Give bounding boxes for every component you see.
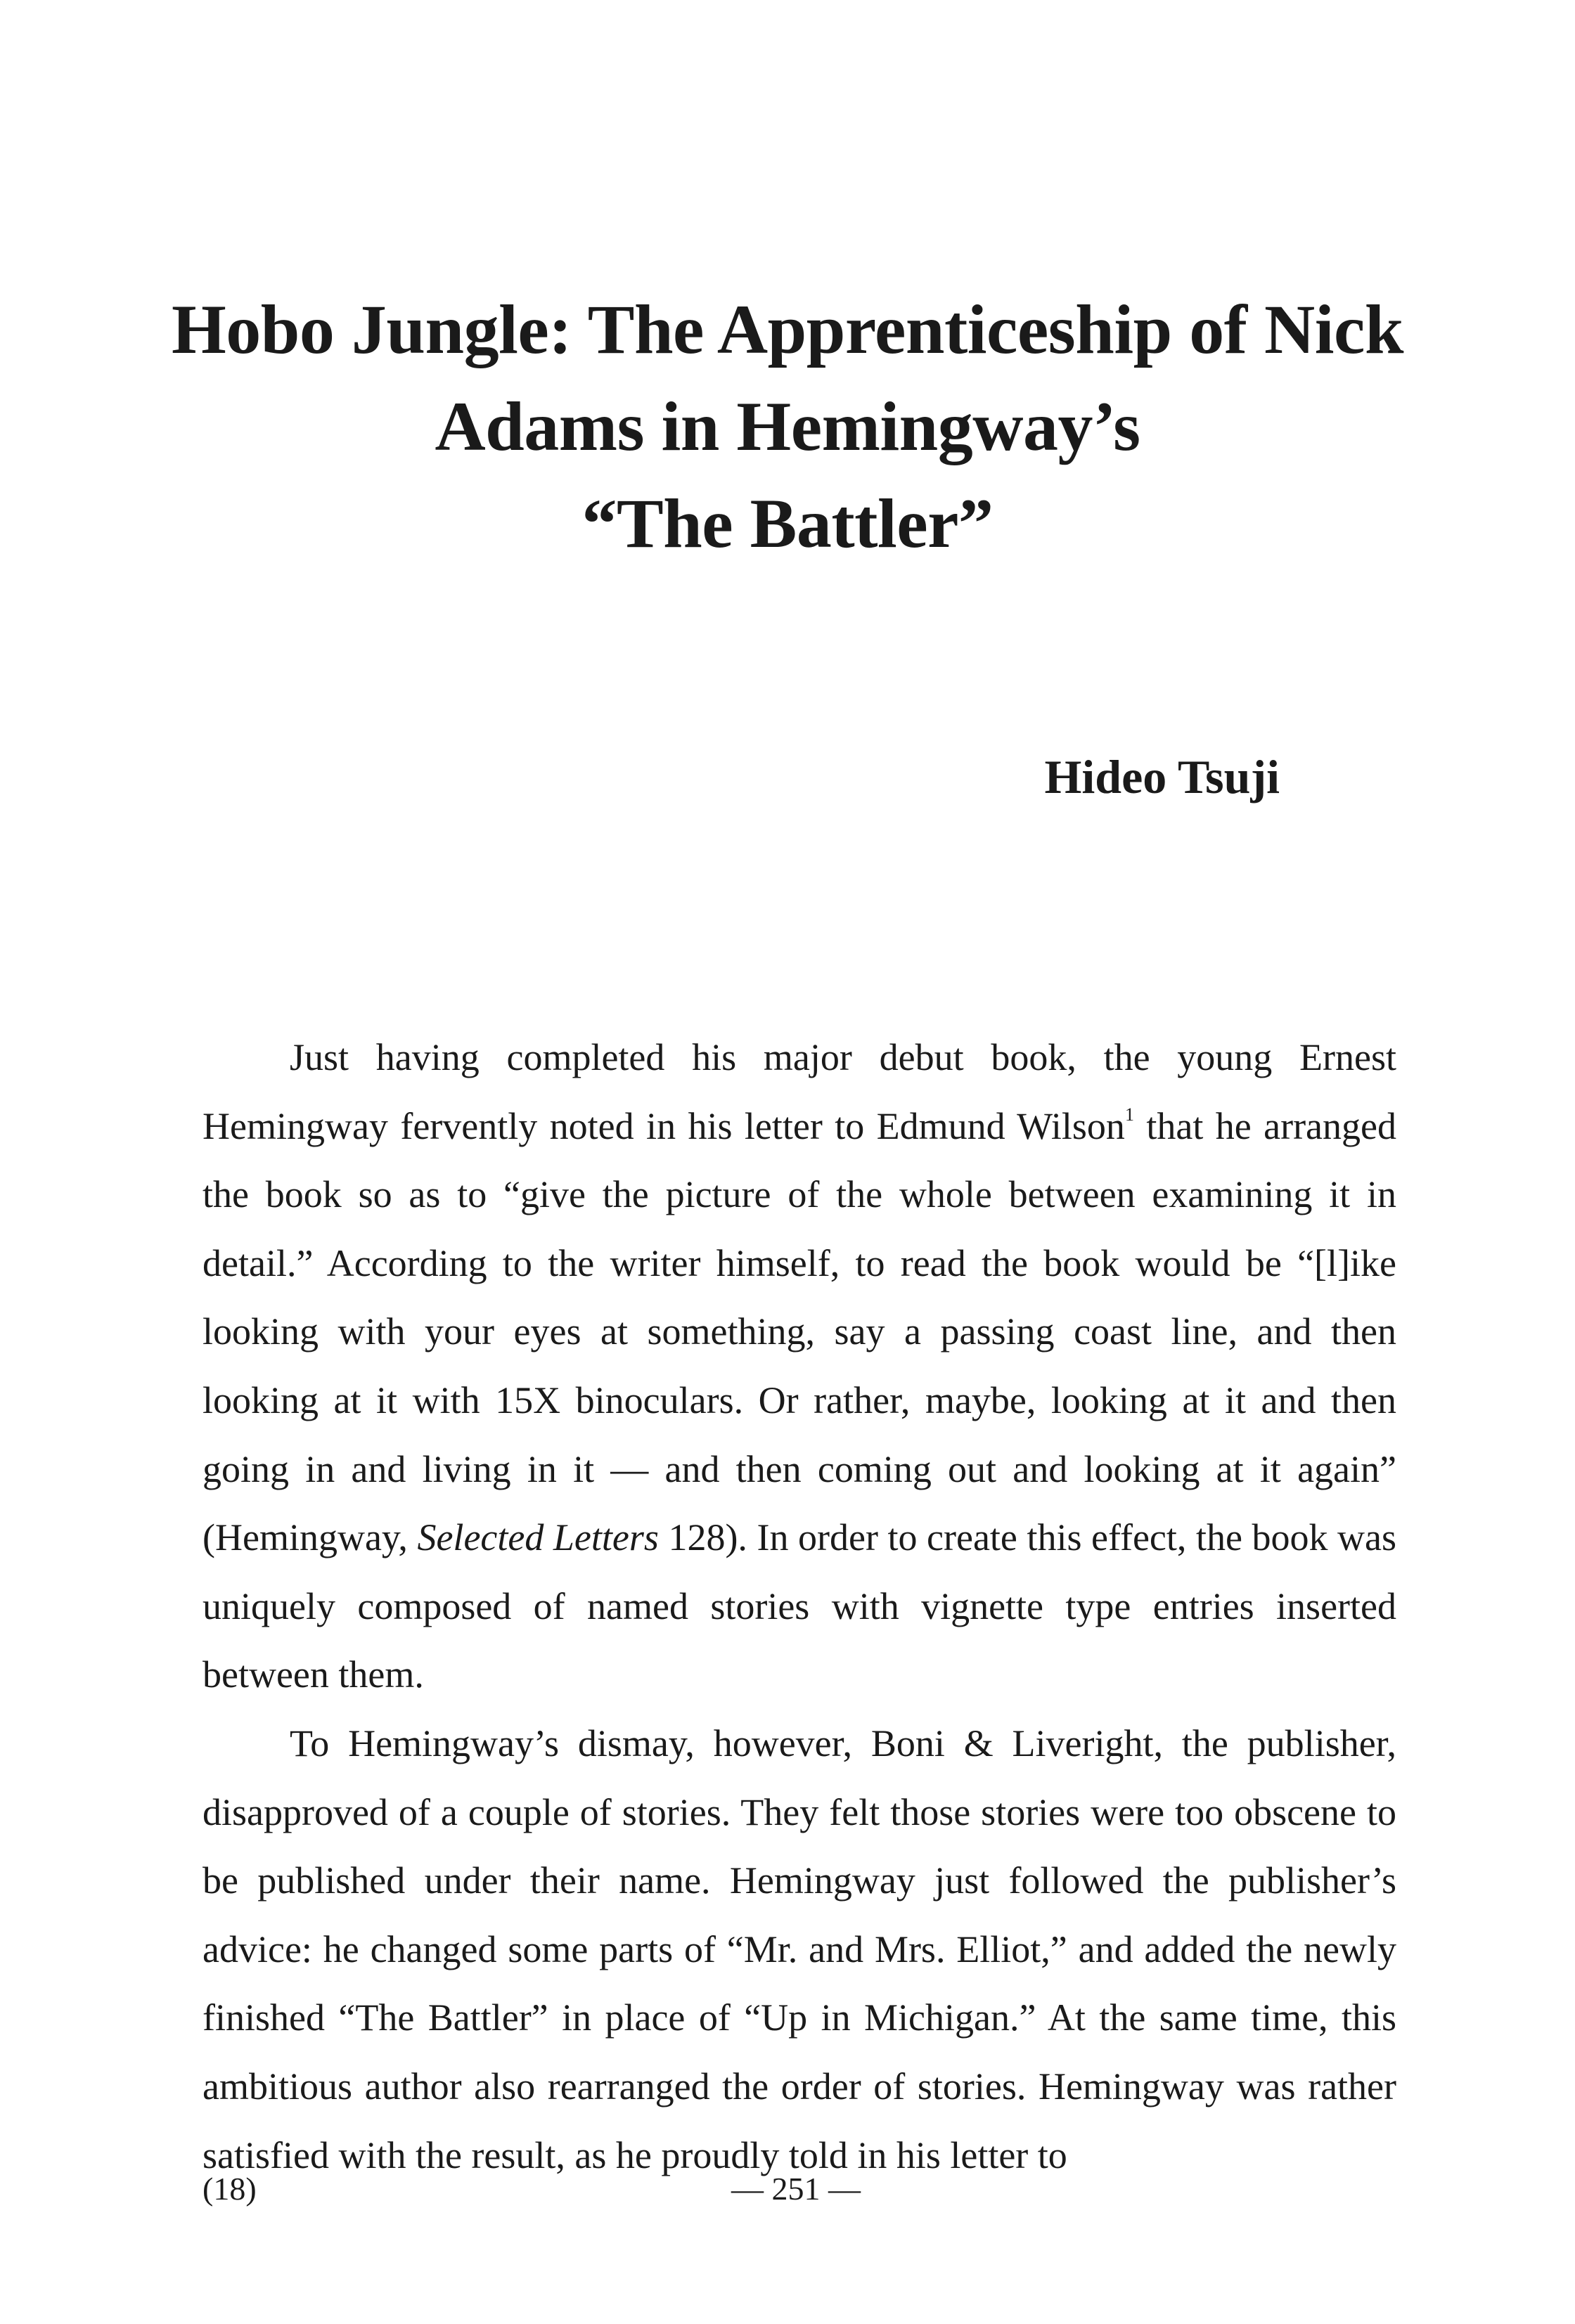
author-name: Hideo Tsuji [1044,750,1280,803]
page-number: — 251 — [731,2171,861,2207]
paragraph-2: To Hemingway’s dismay, however, Boni & Liveright, the publisher, disapproved of a couple of stories. They felt those stories were too obscene to be published under their name. Hemingway just followed the publisher’s advice: he changed some parts of “Mr. and Mrs. Elliot,” and added the newly finished “The Battler” in place of “Up in Michigan.” At the same time, this ambitious author also rearranged the order of stories. Hemingway was rather satisfied with the result, as he proudly told in his letter to [202,1722,1396,2176]
cited-work-title: Selected Letters [417,1516,659,1559]
title-line-1: Hobo Jungle: The Apprenticeship of Nick [171,290,1404,368]
volume-number: (18) [202,2171,257,2207]
paragraph-1-text-a: Just having completed his major debut book, the young Ernest Hemingway fervently noted in his letter to Edmund Wilson [202,1036,1396,1147]
article-body [202,1024,1396,2190]
article-title [141,281,1434,572]
title-line-2: Adams in Hemingway’s [435,387,1140,465]
paragraph-1-text-b: that he arranged the book so as to “give the picture of the whole between examining it in detail.” According to the writer himself, to read the book would be “[l]ike looking with your eyes at something, say a passing coast line, and then looking at it with 15X binoculars. Or rather, maybe, looking at it and then going in and living in it — and then coming out and looking at it again” (Hemingway, [202,1104,1396,1559]
footnote-marker: 1 [1124,1104,1134,1125]
paragraph-1-text-c: 128). In order to create this effect, the book was uniquely composed of named stories with vignette type entries inserted between them. [202,1516,1396,1696]
paragraph-1 [202,1024,1396,1710]
title-line-3: “The Battler” [581,484,994,562]
